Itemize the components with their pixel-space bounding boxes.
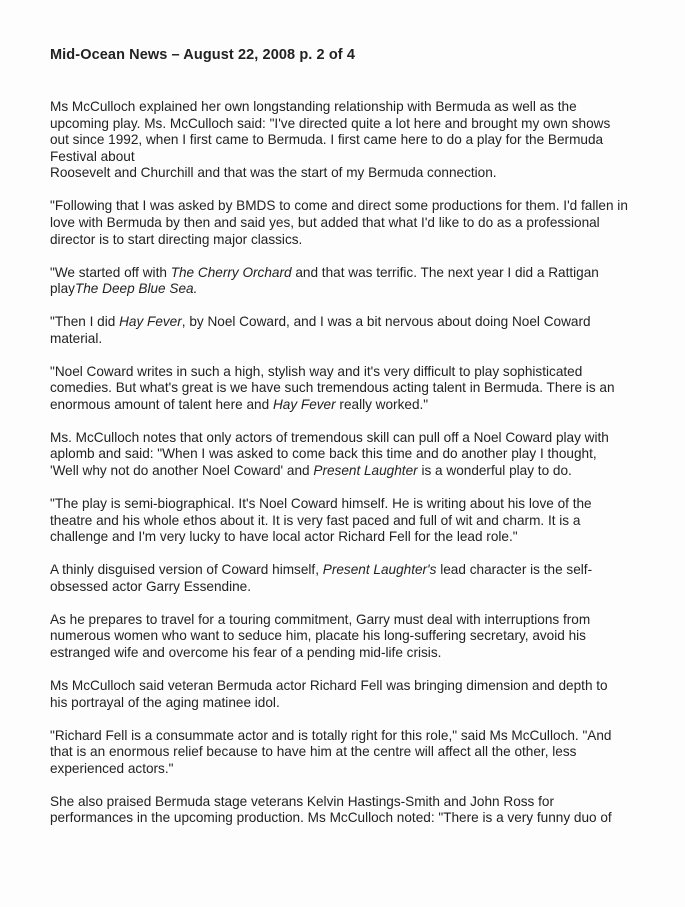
paragraph bbox=[50, 562, 658, 595]
text-line bbox=[50, 215, 658, 232]
text-run: challenge and I'm very lucky to have local actor Richard Fell for the lead role." bbox=[50, 529, 518, 545]
text-line bbox=[50, 744, 658, 761]
text-line bbox=[50, 579, 658, 596]
text-line bbox=[50, 695, 658, 712]
text-run: lead character is the self- bbox=[436, 562, 593, 578]
text-run: Festival about bbox=[50, 148, 135, 164]
italic-title: The Deep Blue Sea. bbox=[74, 281, 198, 297]
text-run: enormous amount of talent here and bbox=[50, 396, 273, 412]
paragraph bbox=[50, 612, 658, 662]
italic-title: Present Laughter bbox=[313, 463, 418, 479]
text-line bbox=[50, 314, 658, 331]
text-run: "Following that I was asked by BMDS to come and direct some productions for them. I'd fallen in bbox=[50, 198, 628, 214]
text-line bbox=[50, 265, 658, 282]
text-run: play bbox=[50, 281, 75, 297]
text-run: material. bbox=[50, 330, 103, 346]
text-line bbox=[50, 430, 658, 447]
text-run: As he prepares to travel for a touring commitment, Garry must deal with interruptions from bbox=[50, 611, 591, 627]
text-run: estranged wife and overcome his fear of a pending mid-life crisis. bbox=[50, 644, 442, 660]
text-run: She also praised Bermuda stage veterans Kelvin Hastings-Smith and John Ross for bbox=[50, 793, 554, 809]
paragraph bbox=[50, 99, 658, 182]
text-line bbox=[50, 364, 658, 381]
text-line bbox=[50, 810, 658, 827]
text-run: experienced actors." bbox=[50, 760, 174, 776]
text-run: love with Bermuda by then and said yes, but added that what I'd like to do as a professional bbox=[50, 214, 600, 230]
text-line bbox=[50, 165, 658, 182]
article-body bbox=[50, 99, 658, 843]
page-header: Mid-Ocean News – August 22, 2008 p. 2 of 4 bbox=[50, 47, 356, 63]
text-run: "Noel Coward writes in such a high, stylish way and it's very difficult to play sophisticated bbox=[50, 363, 583, 379]
text-run: really worked." bbox=[335, 396, 429, 412]
paragraph bbox=[50, 678, 658, 711]
text-line bbox=[50, 198, 658, 215]
text-run: "Richard Fell is a consummate actor and is totally right for this role," said Ms McCulloch. "And bbox=[50, 727, 612, 743]
text-line bbox=[50, 562, 658, 579]
paragraph bbox=[50, 314, 658, 347]
text-line bbox=[50, 794, 658, 811]
text-run: 'Well why not do another Noel Coward' and bbox=[50, 463, 314, 479]
text-run: Roosevelt and Churchill and that was the start of my Bermuda connection. bbox=[50, 165, 497, 181]
text-run: A thinly disguised version of Coward himself, bbox=[50, 562, 323, 578]
italic-title: The Cherry Orchard bbox=[170, 264, 292, 280]
text-line bbox=[50, 149, 658, 166]
text-line bbox=[50, 232, 658, 249]
text-line bbox=[50, 496, 658, 513]
text-line bbox=[50, 513, 658, 530]
text-run: "Then I did bbox=[50, 314, 120, 330]
text-run: aplomb and said: "When I was asked to come back this time and do another play I thought, bbox=[50, 446, 597, 462]
italic-title: Present Laughter's bbox=[322, 562, 437, 578]
paragraph bbox=[50, 794, 658, 827]
text-run: upcoming play. Ms. McCulloch said: "I've directed quite a lot here and brought my own shows bbox=[50, 115, 611, 131]
paragraph bbox=[50, 364, 658, 414]
text-run: numerous women who want to seduce him, placate his long-suffering secretary, avoid his bbox=[50, 628, 586, 644]
text-line bbox=[50, 99, 658, 116]
text-line bbox=[50, 446, 658, 463]
paragraph bbox=[50, 728, 658, 778]
text-line bbox=[50, 728, 658, 745]
italic-title: Hay Fever bbox=[272, 396, 336, 412]
text-line bbox=[50, 678, 658, 695]
text-run: "We started off with bbox=[50, 264, 171, 280]
text-line bbox=[50, 645, 658, 662]
text-run: comedies. But what's great is we have such tremendous acting talent in Bermuda. There is an bbox=[50, 380, 615, 396]
text-line bbox=[50, 281, 658, 298]
paragraph bbox=[50, 198, 658, 248]
text-line bbox=[50, 463, 658, 480]
text-run: that is an enormous relief because to have him at the centre will affect all the other, less bbox=[50, 744, 577, 760]
text-run: and that was terrific. The next year I did a Rattigan bbox=[291, 264, 599, 280]
text-line bbox=[50, 612, 658, 629]
text-run: obsessed actor Garry Essendine. bbox=[50, 578, 251, 594]
text-run: theatre and his whole ethos about it. It is very fast paced and full of wit and charm. It is a bbox=[50, 512, 581, 528]
text-line bbox=[50, 529, 658, 546]
paragraph bbox=[50, 496, 658, 546]
text-run: , by Noel Coward, and I was a bit nervous about doing Noel Coward bbox=[181, 314, 591, 330]
text-run: out since 1992, when I first came to Bermuda. I first came here to do a play for the Bermuda bbox=[50, 132, 604, 148]
text-run: is a wonderful play to do. bbox=[417, 463, 572, 479]
text-line bbox=[50, 761, 658, 778]
text-run: Ms. McCulloch notes that only actors of tremendous skill can pull off a Noel Coward play with bbox=[50, 429, 609, 445]
paragraph bbox=[50, 430, 658, 480]
paragraph bbox=[50, 265, 658, 298]
text-run: Ms McCulloch explained her own longstanding relationship with Bermuda as well as the bbox=[50, 99, 577, 114]
text-line bbox=[50, 628, 658, 645]
text-run: performances in the upcoming production. Ms McCulloch noted: "There is a very funny duo of bbox=[50, 810, 612, 826]
text-run: "The play is semi-biographical. It's Noel Coward himself. He is writing about his love of the bbox=[50, 496, 592, 512]
text-line bbox=[50, 331, 658, 348]
text-run: Ms McCulloch said veteran Bermuda actor Richard Fell was bringing dimension and depth to bbox=[50, 677, 608, 693]
text-line bbox=[50, 380, 658, 397]
text-line bbox=[50, 397, 658, 414]
text-run: his portrayal of the aging matinee idol. bbox=[50, 694, 280, 710]
text-run: director is to start directing major classics. bbox=[50, 231, 303, 247]
text-line bbox=[50, 116, 658, 133]
italic-title: Hay Fever bbox=[119, 314, 182, 330]
text-line bbox=[50, 132, 658, 149]
